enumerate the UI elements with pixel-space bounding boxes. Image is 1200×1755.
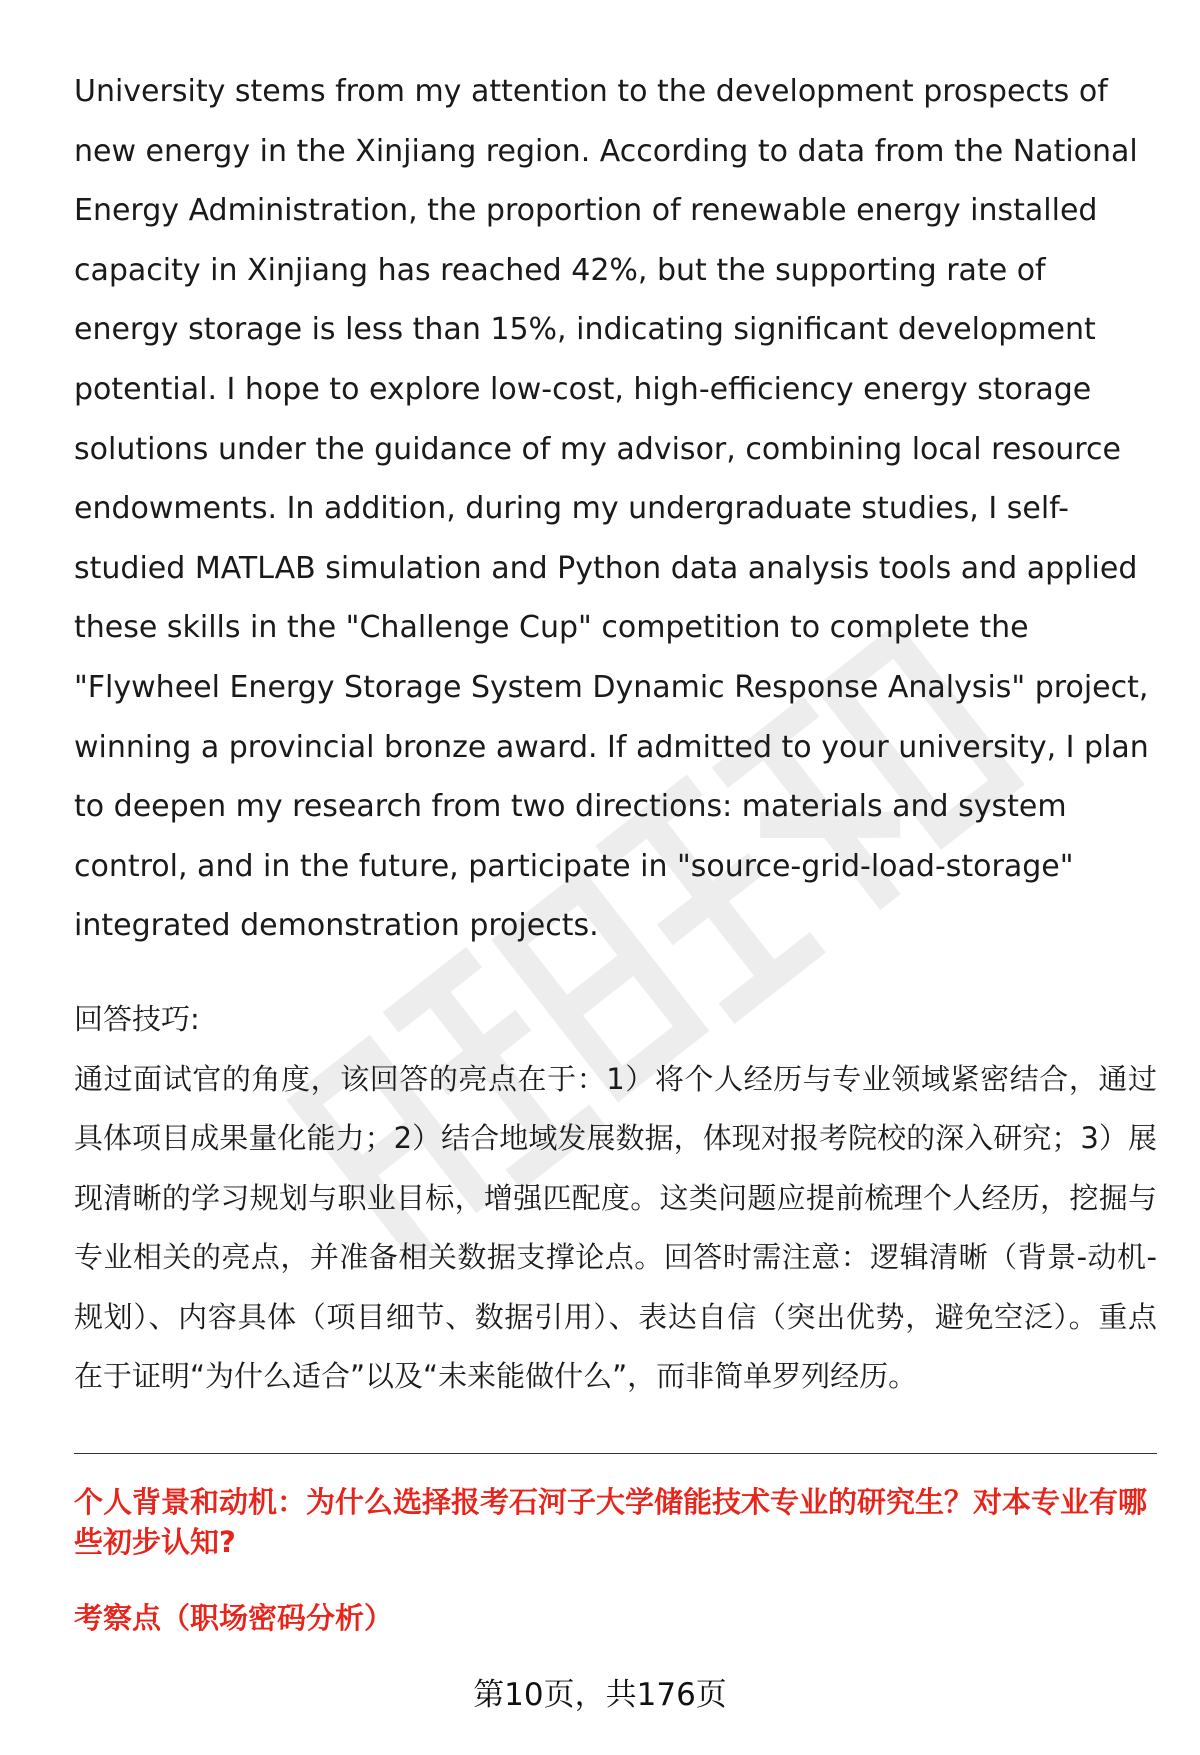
section-divider <box>74 1453 1157 1454</box>
page-number: 第10页，共176页 <box>473 1677 727 1713</box>
answer-paragraph: University stems from my attention to the development prospects of new energy in the Xinjiang region. According to data from the National Energy Administration, the proportion of renewable energy installed capacity in Xinjiang has reached 42%, but the supporting rate of energy storage is less than 15%, indicating significant development potential. I hope to explore low-cost, high-efficiency energy storage solutions under the guidance of my advisor, combining local resource endowments. In addition, during my undergraduate studies, I self-studied MATLAB simulation and Python data analysis tools and applied these skills in the "Challenge Cup" competition to complete the "Flywheel Energy Storage System Dynamic Response Analysis" project, winning a provincial bronze award. If admitted to your university, I plan to deepen my research from two directions: materials and system control, and in the future, participate in "source-grid-load-storage" integrated demonstration projects. <box>74 74 1149 944</box>
examination-point-heading: 考察点（职场密码分析） <box>74 1601 394 1635</box>
main-content <box>74 62 1157 1407</box>
tips-label: 回答技巧: <box>74 1001 200 1036</box>
tips-paragraph: 通过面试官的角度，该回答的亮点在于：1）将个人经历与专业领域紧密结合，通过具体项目成果量化能力；2）结合地域发展数据，体现对报考院校的深入研究；3）展现清晰的学习规划与职业目标，增强匹配度。这类问题应提前梳理个人经历，挖掘与专业相关的亮点，并准备相关数据支撑论点。回答时需注意：逻辑清晰（背景-动机-规划）、内容具体（项目细节、数据引用）、表达自信（突出优势，避免空泛）。重点在于证明“为什么适合”以及“未来能做什么”，而非简单罗列经历。 <box>74 1061 1157 1394</box>
next-question-heading: 个人背景和动机：为什么选择报考石河子大学储能技术专业的研究生？对本专业有哪些初步认知? <box>74 1485 1148 1559</box>
